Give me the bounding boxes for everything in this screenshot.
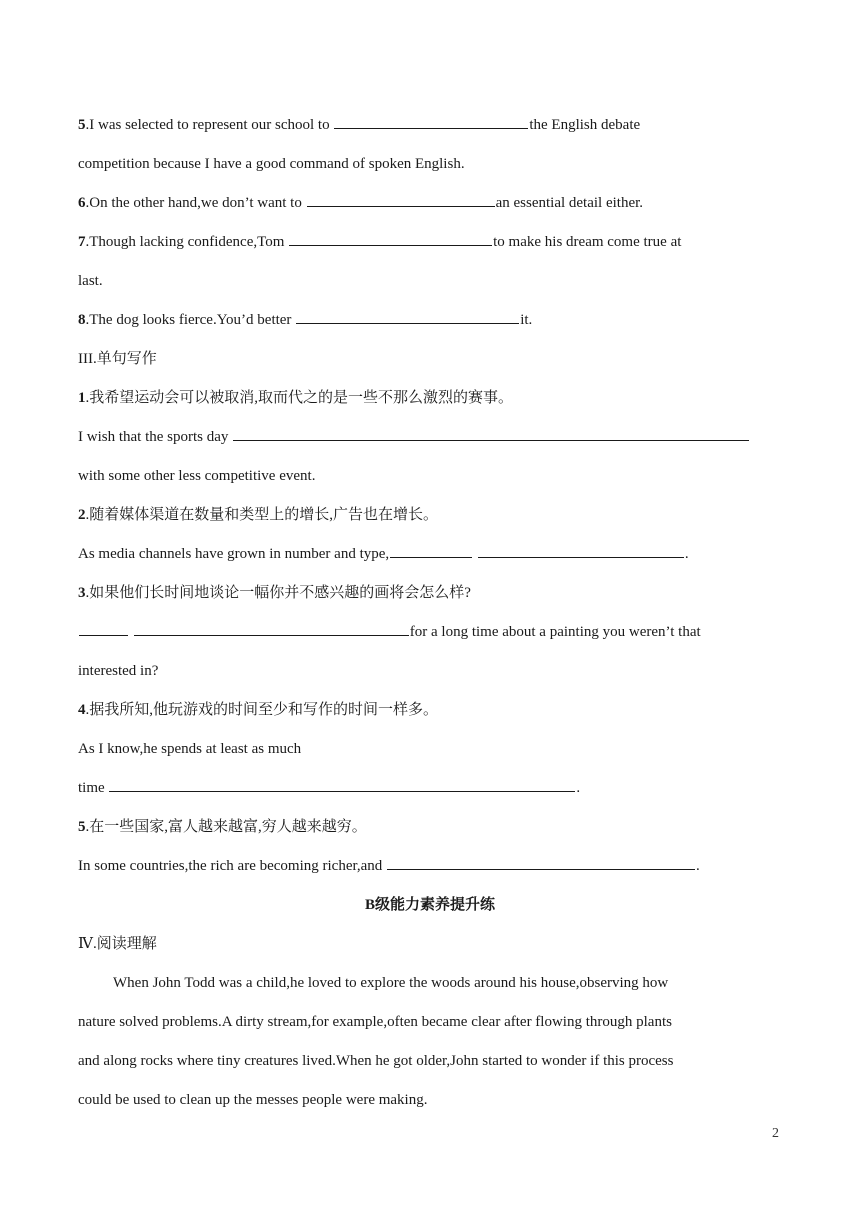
passage-line: and along rocks where tiny creatures lived.When he got older,John started to wonder if this process xyxy=(78,1053,674,1069)
question-text: .如果他们长时间地谈论一幅你并不感兴趣的画将会怎么样? xyxy=(85,585,471,601)
passage-line: When John Todd was a child,he loved to explore the woods around his house,observing how xyxy=(113,975,669,991)
question-number: 3 xyxy=(78,585,86,601)
s2-q6 xyxy=(78,193,643,213)
question-text: .我希望运动会可以被取消,取而代之的是一些不那么激烈的赛事。 xyxy=(85,390,514,406)
question-text: .On the other hand,we don’t want to xyxy=(85,195,306,211)
s3-q2-prompt xyxy=(78,505,438,525)
question-text: it. xyxy=(520,312,533,328)
question-number: 7 xyxy=(78,234,86,250)
answer-blank[interactable] xyxy=(390,544,472,558)
question-text: .在一些国家,富人越来越富,穷人越来越穷。 xyxy=(85,819,367,835)
s3-q1-answer xyxy=(78,427,750,447)
question-number: 4 xyxy=(78,702,86,718)
question-text: .随着媒体渠道在数量和类型上的增长,广告也在增长。 xyxy=(85,507,439,523)
question-text: the English debate xyxy=(529,117,641,133)
s3-q2-answer xyxy=(78,544,689,564)
page-number: 2 xyxy=(772,1126,779,1141)
question-text: an essential detail either. xyxy=(495,195,644,211)
answer-end: . xyxy=(684,546,689,562)
answer-blank[interactable] xyxy=(307,193,495,207)
question-text: .Though lacking confidence,Tom xyxy=(85,234,289,250)
answer-blank[interactable] xyxy=(109,778,575,792)
passage-line: could be used to clean up the messes people were making. xyxy=(78,1092,428,1108)
answer-blank[interactable] xyxy=(289,232,492,246)
question-text: .据我所知,他玩游戏的时间至少和写作的时间一样多。 xyxy=(85,702,439,718)
level-b-title: B级能力素养提升练 xyxy=(364,897,495,913)
s2-q8 xyxy=(78,310,532,330)
answer-text: for a long time about a painting you weren’t that xyxy=(409,624,701,640)
s3-q3-answer xyxy=(78,622,701,642)
s3-q5-answer xyxy=(78,856,700,876)
answer-text: As media channels have grown in number and type, xyxy=(78,546,390,562)
question-text: to make his dream come true at xyxy=(493,234,682,250)
question-number: 5 xyxy=(78,819,86,835)
s3-q3-cont: interested in? xyxy=(78,663,159,679)
question-text: .The dog looks fierce.You’d better xyxy=(85,312,296,328)
answer-blank[interactable] xyxy=(334,115,528,129)
s3-q1-cont: with some other less competitive event. xyxy=(78,468,316,484)
question-number: 5 xyxy=(78,117,86,133)
s2-q7-line2: last. xyxy=(78,273,103,289)
s2-q7-line1 xyxy=(78,232,681,252)
section-heading: III.单句写作 xyxy=(78,351,157,367)
answer-blank[interactable] xyxy=(134,622,409,636)
s2-q5-line1 xyxy=(78,115,640,135)
passage-line: nature solved problems.A dirty stream,for example,often became clear after flowing through plants xyxy=(78,1014,672,1030)
s3-q4-answer-line1: As I know,he spends at least as much xyxy=(78,741,302,757)
answer-text: I wish that the sports day xyxy=(78,429,233,445)
answer-text: In some countries,the rich are becoming richer,and xyxy=(78,858,387,874)
answer-end: . xyxy=(696,858,700,874)
answer-blank[interactable] xyxy=(296,310,519,324)
s3-q5-prompt xyxy=(78,817,367,837)
section-heading: Ⅳ.阅读理解 xyxy=(78,936,157,952)
s3-q4-prompt xyxy=(78,700,438,720)
s3-q1-prompt xyxy=(78,388,513,408)
answer-blank[interactable] xyxy=(79,622,128,636)
answer-end: . xyxy=(576,780,581,796)
s3-q4-answer-line2 xyxy=(78,778,580,798)
s3-q3-prompt xyxy=(78,583,471,603)
answer-text: time xyxy=(78,780,109,796)
s2-q5-line2: competition because I have a good command of spoken English. xyxy=(78,156,465,172)
question-number: 6 xyxy=(78,195,86,211)
question-number: 1 xyxy=(78,390,86,406)
answer-blank[interactable] xyxy=(233,427,749,441)
answer-blank[interactable] xyxy=(478,544,684,558)
question-number: 2 xyxy=(78,507,86,523)
question-text: .I was selected to represent our school to xyxy=(85,117,334,133)
answer-blank[interactable] xyxy=(387,856,695,870)
question-number: 8 xyxy=(78,312,86,328)
